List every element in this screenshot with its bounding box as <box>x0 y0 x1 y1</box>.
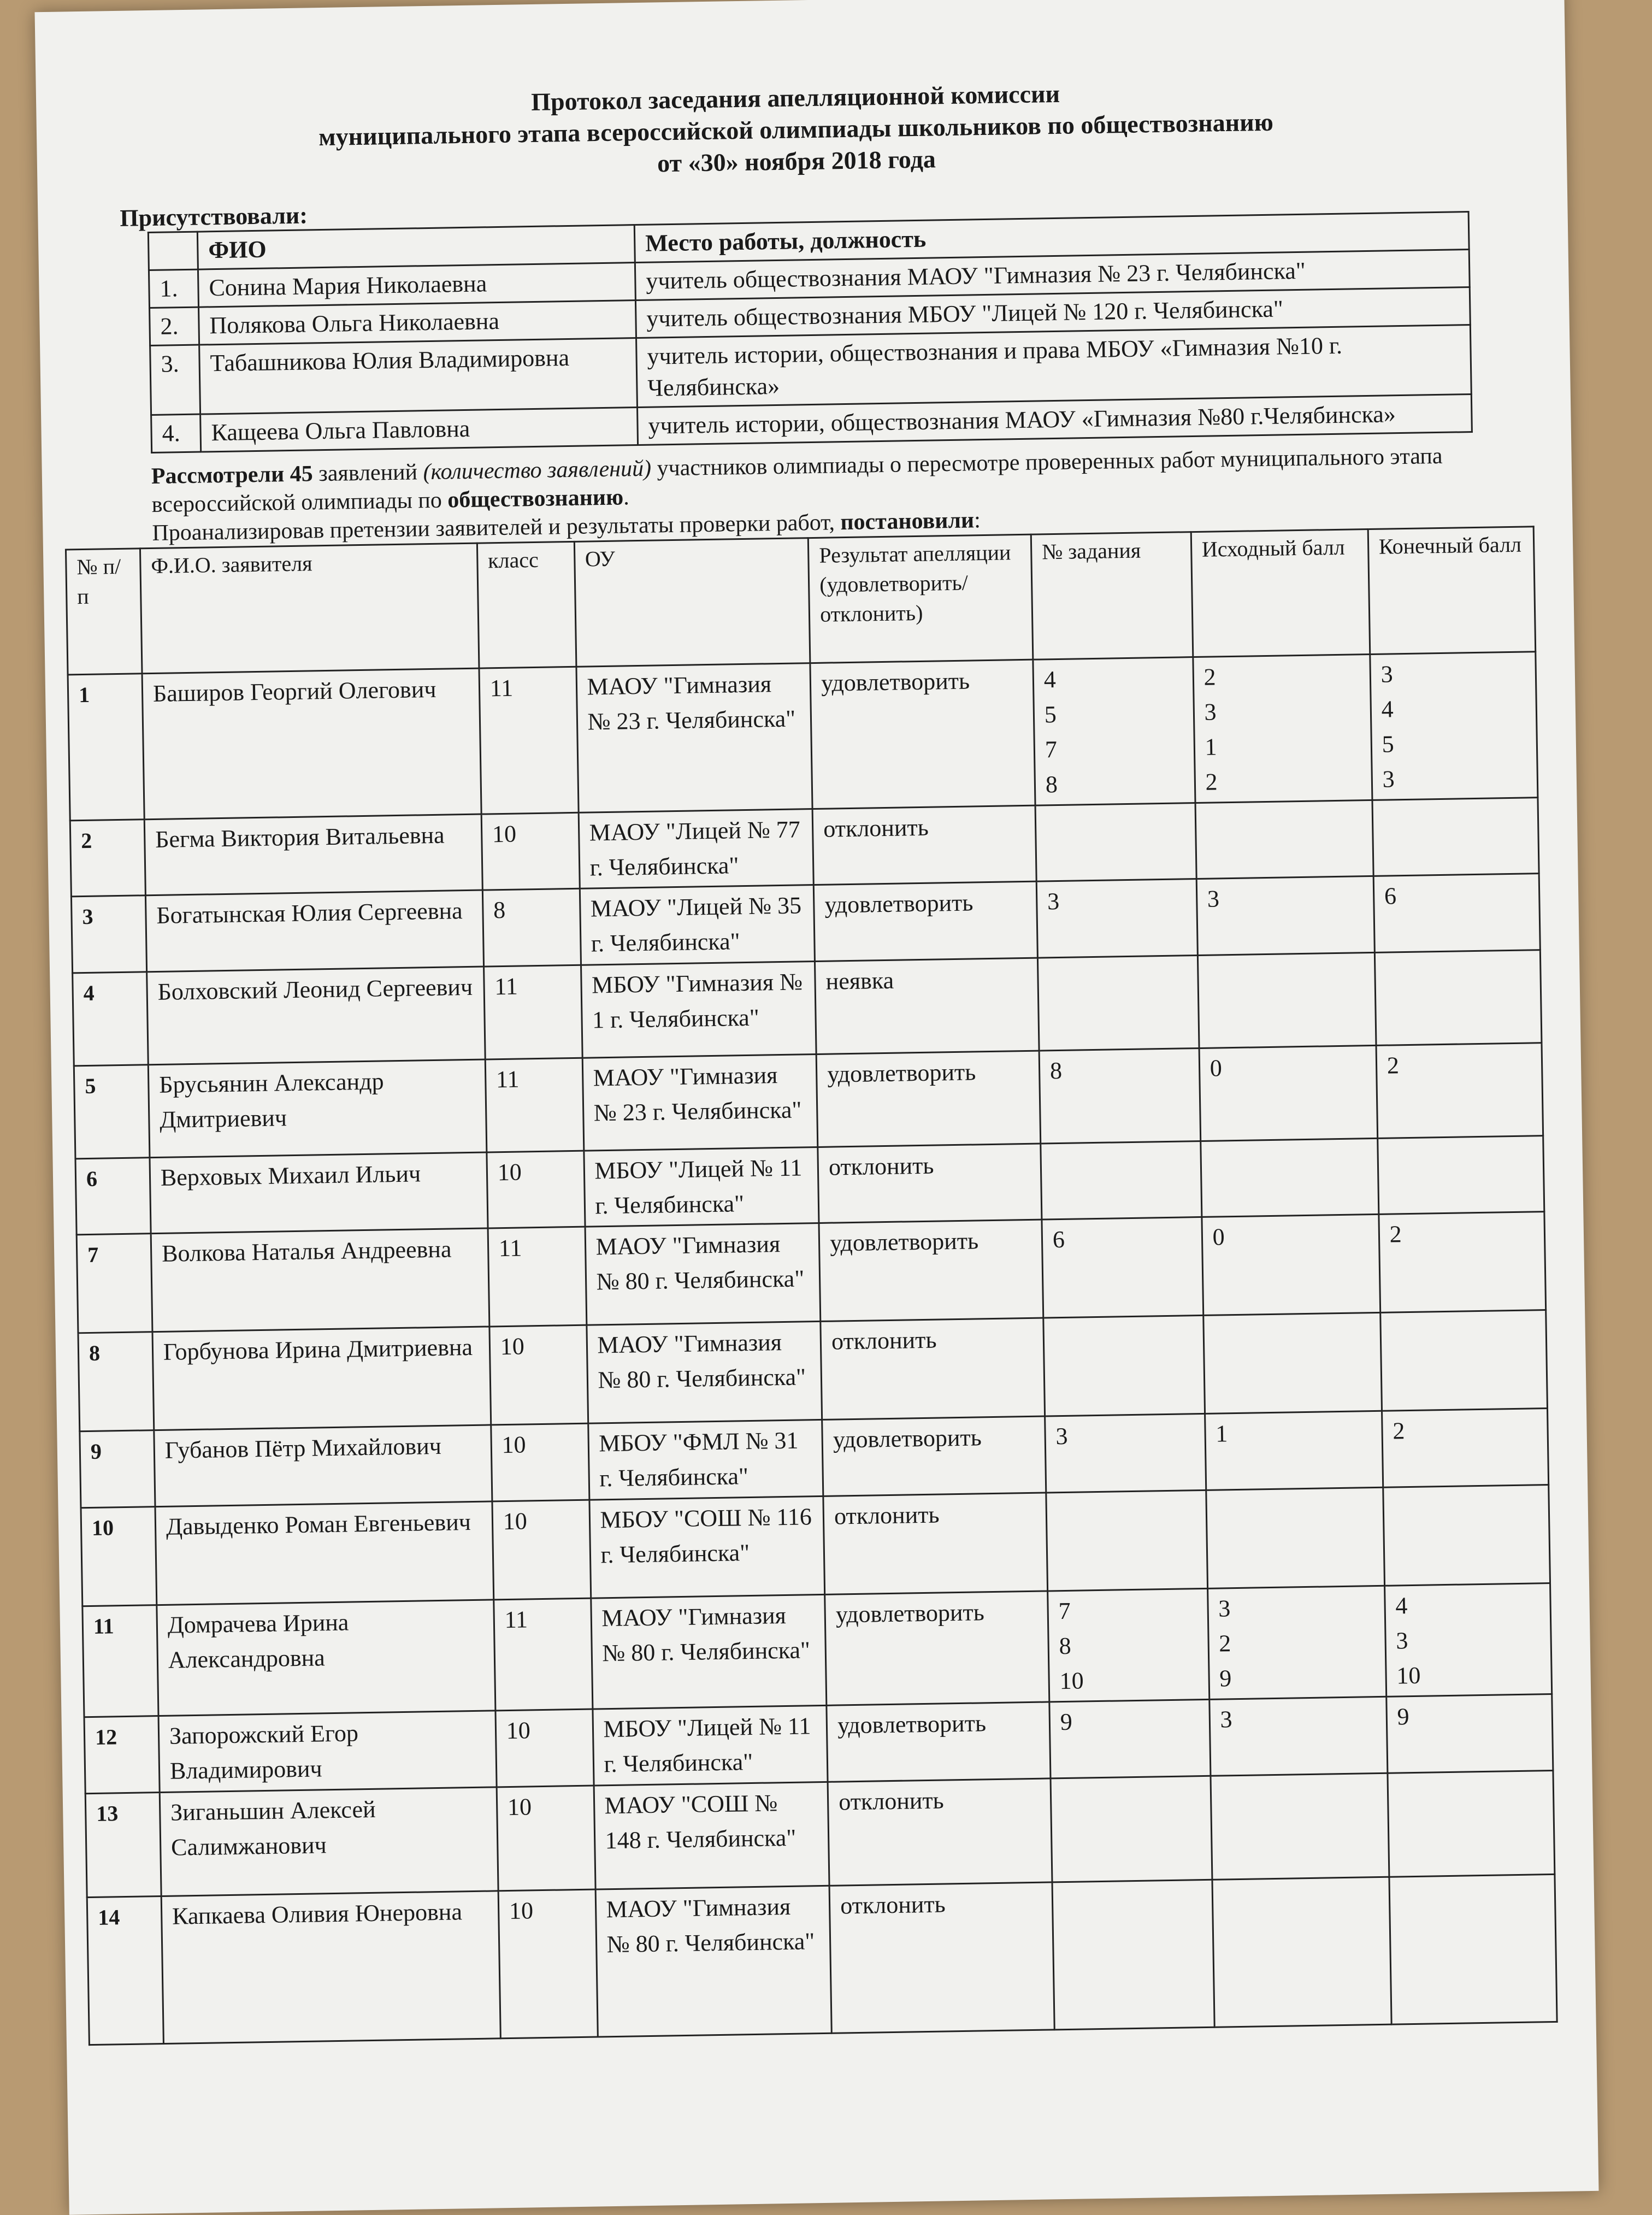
original-score <box>1206 1487 1384 1588</box>
original-score <box>1211 1773 1389 1880</box>
original-score <box>1195 800 1373 879</box>
task-numbers <box>1046 1490 1208 1591</box>
applicant-name: Зиганьшин Алексей Салимжанович <box>160 1787 498 1896</box>
school-cell: МАОУ "Гимназия № 80 г. Челябинска" <box>595 1886 832 2037</box>
school-cell: МАОУ "Гимназия № 23 г. Челябинска" <box>582 1055 818 1151</box>
row-number: 10 <box>81 1507 157 1606</box>
row-number: 4 <box>73 972 149 1066</box>
header-school: ОУ <box>574 538 810 667</box>
task-numbers: 7 8 10 <box>1048 1588 1210 1702</box>
final-score <box>1383 1485 1550 1586</box>
commission-member-name: Полякова Ольга Николаевна <box>199 301 636 345</box>
final-score <box>1380 1310 1547 1411</box>
commission-header-job: Место работы, должность <box>634 212 1469 263</box>
class-cell: 10 <box>489 1325 588 1425</box>
appeal-result: удовлетворить <box>827 1702 1051 1782</box>
final-score <box>1388 1770 1555 1877</box>
row-number: 2 <box>70 820 145 897</box>
final-score <box>1374 950 1542 1046</box>
school-cell: МАОУ "Лицей № 35 г. Челябинска" <box>580 885 815 965</box>
appeal-result: отклонить <box>823 1493 1048 1594</box>
row-number: 9 <box>80 1430 155 1508</box>
para-text-4: . <box>623 485 629 510</box>
class-cell: 10 <box>498 1889 598 2039</box>
school-cell: МБОУ "ФМЛ № 31 г. Челябинска" <box>588 1419 823 1500</box>
class-cell: 11 <box>479 667 579 814</box>
commission-num: 1. <box>149 269 198 308</box>
row-number: 8 <box>78 1332 154 1431</box>
applicant-name: Волкова Наталья Андреевна <box>151 1228 489 1332</box>
task-numbers <box>1043 1315 1205 1416</box>
task-numbers: 4 5 7 8 <box>1033 657 1195 806</box>
applicant-name: Богатынская Юлия Сергеевна <box>145 890 483 972</box>
table-row <box>68 652 1538 821</box>
original-score: 3 2 9 <box>1207 1586 1386 1699</box>
final-score <box>1389 1874 1557 2024</box>
row-number: 6 <box>75 1158 151 1235</box>
header-orig-score: Исходный балл <box>1191 529 1370 657</box>
row-number: 5 <box>74 1065 150 1159</box>
title-line-1: Протокол заседания апелляционной комиссии <box>530 79 1060 116</box>
task-numbers <box>1035 803 1196 882</box>
commission-member-name: Сонина Мария Николаевна <box>198 263 635 308</box>
original-score: 2 3 1 2 <box>1193 654 1372 803</box>
applicant-name: Верховых Михаил Ильич <box>150 1152 488 1234</box>
reviewed-count: Рассмотрели 45 <box>151 461 314 489</box>
commission-num: 3. <box>150 345 200 415</box>
title-line-2: муниципального этапа всероссийской олимпиады школьников по обществознанию <box>318 108 1274 151</box>
applicant-name: Бегма Виктория Витальевна <box>144 814 482 896</box>
task-numbers <box>1051 1776 1212 1882</box>
appeal-result: удовлетворить <box>813 881 1037 961</box>
applicant-name: Брусьянин Александр Дмитриевич <box>148 1059 486 1158</box>
final-score <box>1377 1136 1544 1215</box>
para-text-2: (количество заявлений) <box>423 456 652 485</box>
class-cell: 10 <box>495 1709 594 1787</box>
applicant-name: Домрачева Ирина Александровна <box>157 1600 495 1716</box>
school-cell: МАОУ "СОШ № 148 г. Челябинска" <box>594 1782 830 1889</box>
appeal-result: удовлетворить <box>825 1591 1049 1705</box>
task-numbers <box>1052 1880 1214 2030</box>
row-number: 1 <box>68 674 144 821</box>
row-number: 7 <box>76 1234 152 1333</box>
row-number: 3 <box>71 896 146 973</box>
original-score <box>1203 1312 1382 1413</box>
original-score: 3 <box>1196 876 1374 955</box>
applicant-name: Горбунова Ирина Дмитриевна <box>152 1327 491 1430</box>
para-text-3: участников олимпиады о пересмотре проверенных работ муниципального этапа всероссийской олимпиады по <box>151 443 1443 517</box>
row-number: 11 <box>82 1605 158 1717</box>
school-cell: МАОУ "Гимназия № 80 г. Челябинска" <box>585 1223 821 1325</box>
final-score: 2 <box>1376 1043 1543 1139</box>
class-cell: 11 <box>483 965 582 1059</box>
title-line-3: от «30» ноября 2018 года <box>657 145 936 178</box>
task-numbers: 6 <box>1042 1217 1203 1318</box>
commission-member-name: Табашникова Юлия Владимировна <box>199 338 638 415</box>
header-task: № задания <box>1031 532 1193 660</box>
original-score <box>1212 1877 1391 2027</box>
para-text-6: : <box>974 508 981 533</box>
appeal-result: удовлетворить <box>816 1051 1040 1147</box>
task-numbers <box>1041 1141 1202 1220</box>
task-numbers <box>1037 956 1199 1051</box>
appeal-result: неявка <box>815 958 1039 1054</box>
applicant-name: Капкаева Оливия Юнеровна <box>161 1891 500 2044</box>
commission-member-job: учитель истории, обществознания МАОУ «Гимназия №80 г.Челябинска» <box>638 394 1472 445</box>
row-number: 13 <box>85 1793 161 1898</box>
final-score: 2 <box>1382 1409 1548 1488</box>
appeal-result: удовлетворить <box>822 1416 1046 1496</box>
class-cell: 10 <box>487 1151 585 1228</box>
commission-member-job: учитель обществознания МБОУ "Лицей № 120 г. Челябинска" <box>635 287 1470 338</box>
commission-member-job: учитель обществознания МАОУ "Гимназия № 23 г. Челябинска" <box>635 250 1470 301</box>
class-cell: 10 <box>492 1500 591 1600</box>
school-cell: МБОУ "Лицей № 11 г. Челябинска" <box>583 1147 819 1227</box>
final-score: 9 <box>1386 1694 1553 1773</box>
task-numbers: 3 <box>1036 879 1197 958</box>
subject-name: обществознанию <box>447 485 624 513</box>
appeal-result: отклонить <box>828 1778 1052 1886</box>
appeal-result: отклонить <box>821 1318 1045 1419</box>
task-numbers: 8 <box>1039 1048 1200 1144</box>
school-cell: МБОУ "Гимназия № 1 г. Челябинска" <box>581 962 816 1058</box>
class-cell: 11 <box>494 1598 593 1711</box>
header-name: Ф.И.О. заявителя <box>140 543 479 674</box>
appeals-header-row <box>66 527 1535 675</box>
applicant-name: Баширов Георгий Олегович <box>142 668 481 820</box>
original-score <box>1197 952 1376 1048</box>
document-page <box>35 0 1599 2215</box>
commission-num: 4. <box>151 414 201 452</box>
commission-num: 2. <box>150 307 199 345</box>
applicant-name: Давыденко Роман Евгеньевич <box>155 1501 494 1605</box>
present-label: Присутствовали: <box>120 202 308 232</box>
original-score: 3 <box>1209 1696 1387 1776</box>
decided-label: постановили <box>840 508 975 535</box>
appeal-result: удовлетворить <box>819 1220 1043 1321</box>
school-cell: МБОУ "Лицей № 11 г. Челябинска" <box>592 1705 828 1786</box>
appeal-result: удовлетворить <box>810 659 1035 809</box>
header-final-score: Конечный балл <box>1368 527 1536 655</box>
header-class: класс <box>477 541 576 668</box>
header-result: Результат апелляции (удовлетворить/ отклонить) <box>808 534 1032 663</box>
final-score: 6 <box>1373 874 1540 953</box>
final-score: 4 3 10 <box>1384 1583 1551 1697</box>
row-number: 12 <box>84 1716 160 1794</box>
final-score: 3 4 5 3 <box>1370 652 1538 800</box>
school-cell: МАОУ "Гимназия № 80 г. Челябинска" <box>591 1594 827 1709</box>
final-score <box>1372 798 1539 876</box>
para-text-5: Проанализировав претензии заявителей и результаты проверки работ, <box>152 510 841 546</box>
row-number: 14 <box>87 1896 163 2045</box>
original-score: 0 <box>1199 1045 1378 1141</box>
commission-member-name: Кащеева Ольга Павловна <box>200 408 638 452</box>
school-cell: МАОУ "Лицей № 77 г. Челябинска" <box>579 809 814 889</box>
school-cell: МАОУ "Гимназия № 80 г. Челябинска" <box>586 1321 822 1423</box>
class-cell: 10 <box>491 1423 589 1501</box>
original-score <box>1200 1138 1378 1217</box>
original-score: 1 <box>1205 1411 1383 1490</box>
class-cell: 11 <box>488 1227 587 1327</box>
applicant-name: Запорожский Егор Владимирович <box>158 1711 497 1793</box>
applicant-name: Губанов Пётр Михайлович <box>154 1425 492 1507</box>
appeal-result: отклонить <box>829 1882 1054 2033</box>
class-cell: 10 <box>497 1786 595 1891</box>
class-cell: 8 <box>482 888 581 967</box>
header-num: № п/п <box>66 549 141 675</box>
commission-table <box>148 211 1473 453</box>
document-content <box>58 70 1564 2046</box>
class-cell: 11 <box>485 1058 583 1152</box>
final-score: 2 <box>1379 1212 1546 1313</box>
commission-header-num <box>148 232 198 270</box>
document-title <box>58 70 1534 188</box>
para-text-1: заявлений <box>312 460 423 487</box>
applicant-name: Болховский Леонид Сергеевич <box>147 967 485 1065</box>
appeals-table <box>65 526 1558 2046</box>
class-cell: 10 <box>481 812 580 890</box>
appeal-result: отклонить <box>812 805 1036 885</box>
task-numbers: 3 <box>1045 1413 1206 1493</box>
appeal-result: отклонить <box>818 1144 1042 1223</box>
commission-member-job: учитель истории, обществознания и права МБОУ «Гимназия №10 г. Челябинска» <box>636 325 1472 408</box>
task-numbers: 9 <box>1049 1699 1211 1778</box>
school-cell: МАОУ "Гимназия № 23 г. Челябинска" <box>576 663 812 813</box>
school-cell: МБОУ "СОШ № 116 г. Челябинска" <box>589 1496 824 1598</box>
table-row <box>87 1874 1557 2045</box>
commission-header-name: ФИО <box>197 225 635 270</box>
original-score: 0 <box>1202 1214 1380 1315</box>
